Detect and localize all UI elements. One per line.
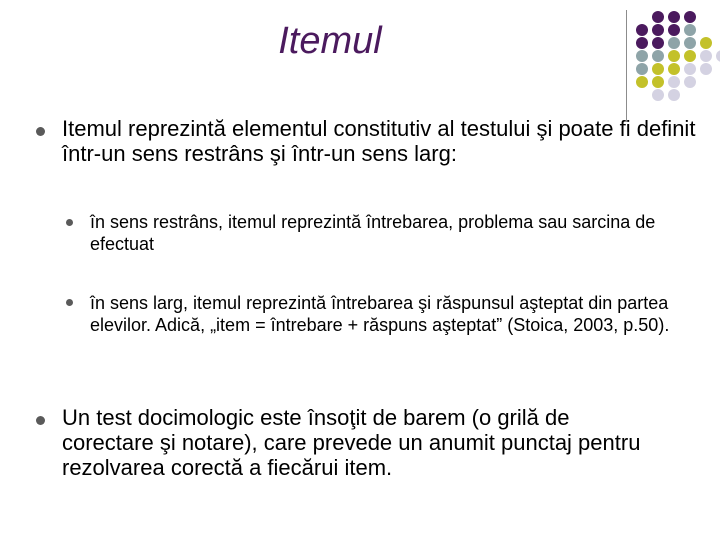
decor-dot <box>684 50 696 62</box>
decor-dot <box>684 76 696 88</box>
decor-dot <box>684 11 696 23</box>
decor-dot <box>636 37 648 49</box>
decor-dot <box>668 63 680 75</box>
decor-dot <box>652 37 664 49</box>
bullet-item: Itemul reprezintă elementul constitutiv al testului şi poate fi definit într-un sens restrâns şi într-un sens larg: <box>62 116 696 166</box>
decor-dot <box>700 37 712 49</box>
sub-bullet-item: în sens larg, itemul reprezintă întrebarea şi răspunsul aşteptat din partea elevilor. Adică, „item = întrebare + răspuns aşteptat” (Stoica, 2003, p.50). <box>90 293 670 335</box>
decor-dot <box>652 89 664 101</box>
decor-dot <box>652 24 664 36</box>
slide-title: Itemul <box>278 20 382 62</box>
sub-bullet-dot <box>66 299 73 306</box>
decor-dot <box>636 76 648 88</box>
decor-dot <box>668 76 680 88</box>
decor-dot <box>636 50 648 62</box>
bullet-dot <box>36 416 45 425</box>
decor-dot <box>716 50 720 62</box>
decor-dot <box>684 63 696 75</box>
decor-dot <box>652 11 664 23</box>
sub-bullet-dot <box>66 219 73 226</box>
decor-dot <box>668 89 680 101</box>
decor-dot <box>636 63 648 75</box>
decor-dot <box>652 63 664 75</box>
bullet-dot <box>36 127 45 136</box>
bullet-item: Un test docimologic este însoţit de barem (o grilă de corectare şi notare), care prevede un anumit punctaj pentru rezolvarea corectă a fiecărui item. <box>62 405 641 480</box>
decor-dot <box>700 63 712 75</box>
decor-dot <box>668 24 680 36</box>
decor-dot <box>684 24 696 36</box>
decor-dot <box>668 37 680 49</box>
decor-dot <box>652 76 664 88</box>
decor-dot <box>668 50 680 62</box>
decor-dot <box>668 11 680 23</box>
decor-dot <box>684 37 696 49</box>
decor-dot <box>636 24 648 36</box>
decor-dot-grid <box>0 0 720 130</box>
decor-dot <box>652 50 664 62</box>
sub-bullet-item: în sens restrâns, itemul reprezintă întrebarea, problema sau sarcina de efectuat <box>90 212 656 254</box>
decor-dot <box>700 50 712 62</box>
